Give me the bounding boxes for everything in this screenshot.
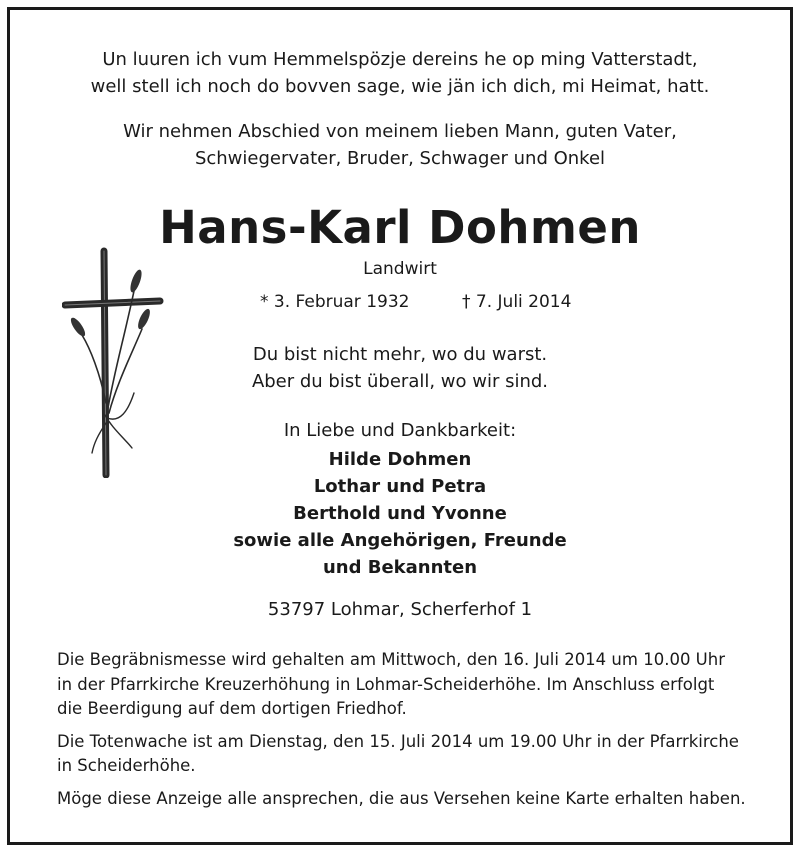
notice-line: in Scheiderhöhe.: [57, 756, 196, 775]
mourner-name: Berthold und Yvonne: [293, 503, 507, 524]
family-address: 53797 Lohmar, Scherferhof 1: [267, 599, 533, 620]
death-date: † 7. Juli 2014: [462, 292, 572, 312]
poem-line: Aber du bist überall, wo wir sind.: [251, 371, 549, 392]
memorial-poem: [55, 341, 745, 395]
obituary-card: [7, 7, 793, 845]
occupation: Landwirt: [363, 259, 437, 279]
mourners-list: [55, 446, 745, 581]
dialect-verse: [10, 46, 790, 100]
verse-line: Un luuren ich vum Hemmelspözje dereins he op ming Vatterstadt,: [102, 49, 698, 70]
deceased-name: Hans-Karl Dohmen: [159, 201, 641, 254]
thanks-heading: In Liebe und Dankbarkeit:: [283, 420, 517, 441]
notice-line: die Beerdigung auf dem dortigen Friedhof.: [57, 699, 407, 718]
notice-line: Möge diese Anzeige alle ansprechen, die aus Versehen keine Karte erhalten haben.: [57, 788, 746, 808]
closing-notice: [57, 787, 757, 812]
farewell-line: Wir nehmen Abschied von meinem lieben Mann, guten Vater,: [123, 121, 677, 142]
farewell-line: Schwiegervater, Bruder, Schwager und Onkel: [194, 148, 606, 169]
verse-line: well stell ich noch do bovven sage, wie jän ich dich, mi Heimat, hatt.: [90, 76, 710, 97]
mourner-name: Lothar und Petra: [313, 476, 487, 497]
mourner-name: Hilde Dohmen: [328, 449, 472, 470]
funeral-notices: [57, 648, 757, 819]
mourner-name: sowie alle Angehörigen, Freunde: [233, 530, 567, 551]
wake-notice: [57, 730, 757, 779]
notice-line: Die Totenwache ist am Dienstag, den 15. Juli 2014 um 19.00 Uhr in der Pfarrkirche: [57, 731, 739, 751]
notice-line: Die Begräbnismesse wird gehalten am Mittwoch, den 16. Juli 2014 um 10.00 Uhr: [57, 650, 726, 669]
birth-date: * 3. Februar 1932: [260, 292, 410, 312]
poem-line: Du bist nicht mehr, wo du warst.: [252, 344, 548, 365]
mourner-name: und Bekannten: [322, 557, 478, 578]
notice-line: in der Pfarrkirche Kreuzerhöhung in Lohmar-Scheiderhöhe. Im Anschluss erfolgt: [57, 674, 715, 694]
farewell-text: [10, 118, 790, 172]
funeral-mass-notice: [57, 648, 757, 722]
